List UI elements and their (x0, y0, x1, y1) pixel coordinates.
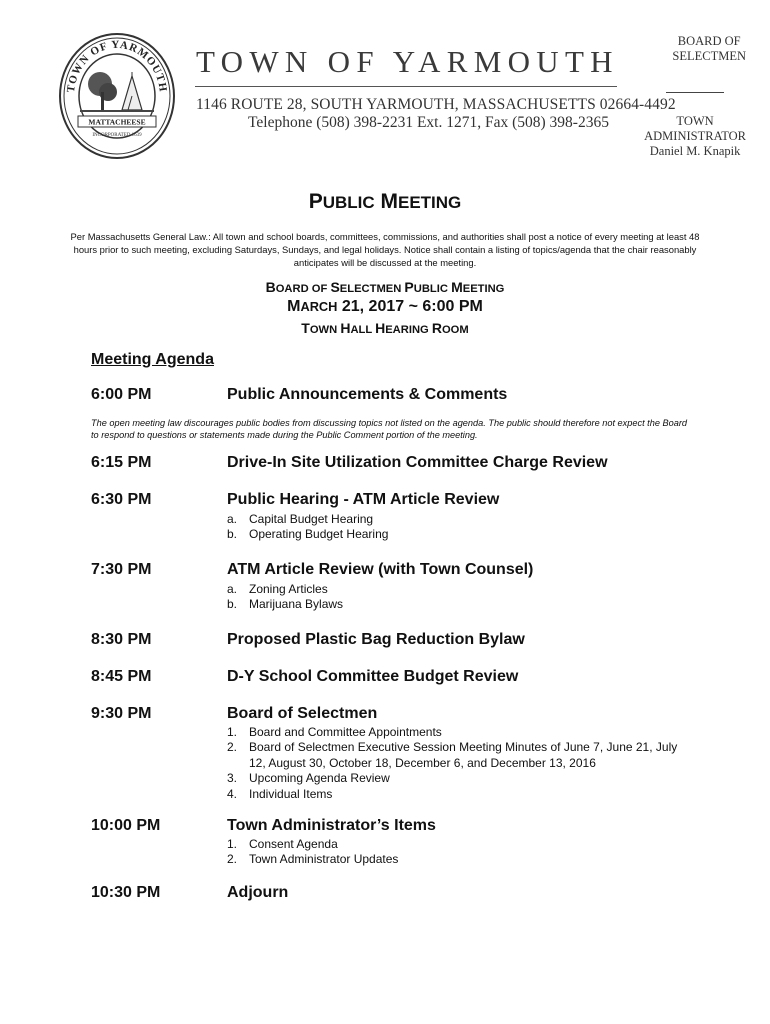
sub-item-text: Operating Budget Hearing (249, 527, 389, 542)
sub-item-text: Upcoming Agenda Review (249, 771, 390, 786)
agenda-time: 10:30 PM (91, 884, 161, 901)
sub-item-text: Board of Selectmen Executive Session Meeting Minutes of June 7, June 21, July 12, August 30, October 18, December 6, and December 13, 2016 (249, 740, 678, 770)
mtg-part: M (451, 279, 463, 295)
sub-item-marker: 4. (227, 786, 238, 801)
agenda-topic: Public Announcements & Comments (227, 386, 508, 403)
town-name: TOWN OF YARMOUTH (196, 44, 619, 79)
sub-items (227, 512, 388, 543)
mtg-part: T (301, 320, 310, 336)
side-line: ADMINISTRATOR (644, 129, 746, 143)
mtg-part: EETING (462, 283, 505, 295)
agenda-topic: Public Hearing - ATM Article Review (227, 491, 500, 508)
sub-items (227, 582, 343, 613)
administrator-name: Daniel M. Knapik (649, 144, 741, 158)
mtg-part: S (330, 279, 340, 295)
sub-item (227, 597, 343, 612)
side-divider (666, 92, 724, 93)
agenda-time: 9:30 PM (91, 705, 152, 722)
sub-item-marker: a. (227, 512, 238, 526)
agenda-topic: Drive-In Site Utilization Committee Charge Review (227, 454, 608, 471)
agenda-topic: Proposed Plastic Bag Reduction Bylaw (227, 631, 525, 648)
mtg-part: OARD OF (275, 283, 331, 295)
sub-item (227, 837, 398, 852)
agenda-topic: Adjourn (227, 884, 289, 901)
mtg-part: 21, 2017 ~ 6:00 PM (337, 298, 483, 315)
agenda-topic: Town Administrator’s Items (227, 817, 436, 834)
mtg-part: ARCH (300, 299, 338, 314)
sub-item (227, 740, 697, 771)
sub-item (227, 771, 697, 786)
agenda-topic: Board of Selectmen (227, 705, 378, 722)
agenda-time: 6:00 PM (91, 386, 152, 403)
agenda-time: 8:45 PM (91, 668, 152, 685)
mtg-part: EARING (385, 324, 432, 336)
sub-item-marker: a. (227, 582, 238, 596)
sub-item-marker: 2. (227, 852, 238, 867)
sub-item-text: Town Administrator Updates (249, 852, 399, 867)
mtg-part: H (340, 320, 351, 336)
agenda-topic: D-Y School Committee Budget Review (227, 668, 519, 685)
mtg-part: M (287, 298, 301, 315)
agenda-topic: ATM Article Review (with Town Counsel) (227, 561, 534, 578)
mtg-part: OWN (309, 324, 341, 336)
sub-items (227, 837, 398, 868)
sub-item-marker: b. (227, 597, 238, 612)
side-line: BOARD OF (677, 34, 741, 48)
mtg-part: UBLIC (413, 283, 452, 295)
town-address: 1146 ROUTE 28, SOUTH YARMOUTH, MASSACHUSETTS 02664-4492 (196, 96, 676, 113)
mtg-part: ALL (350, 324, 376, 336)
sub-item (227, 852, 398, 867)
sub-item (227, 787, 697, 802)
side-line: TOWN (676, 114, 714, 128)
sub-item-marker: 3. (227, 771, 238, 786)
sub-item-marker: 2. (227, 740, 238, 755)
sub-item-text: Consent Agenda (249, 837, 338, 851)
sub-item-marker: 1. (227, 725, 238, 739)
sub-item-marker: b. (227, 527, 238, 542)
header-divider (195, 86, 617, 87)
agenda-time: 6:15 PM (91, 454, 152, 471)
sub-item (227, 582, 343, 597)
svg-text:MATTACHEESE: MATTACHEESE (88, 117, 146, 127)
mtg-part: B (265, 279, 276, 295)
sub-item-text: Board and Committee Appointments (249, 725, 442, 739)
title-part: M (380, 190, 398, 213)
svg-text:INCORPORATED 1639: INCORPORATED 1639 (92, 133, 142, 138)
sub-item (227, 725, 697, 740)
title-part: EETING (398, 193, 462, 212)
mtg-part: OOM (441, 324, 469, 336)
town-administrator-label (644, 114, 746, 159)
meeting-location (0, 320, 770, 336)
sub-item (227, 512, 388, 527)
sub-item-text: Capital Budget Hearing (249, 512, 374, 526)
agenda-time: 6:30 PM (91, 491, 152, 508)
sub-item-marker: 1. (227, 837, 238, 851)
public-comment-note: The open meeting law discourages public bodies from discussing topics not listed on the agenda. The public should therefore not expect the Board to respond to questions or statements made during the Public Comment portion of the meeting. (91, 418, 688, 440)
meeting-date-time (0, 298, 770, 316)
sub-item-text: Individual Items (249, 786, 333, 801)
agenda-time: 10:00 PM (91, 817, 161, 834)
svg-text:TOWN OF YARMOUTH: TOWN OF YARMOUTH (65, 38, 170, 94)
town-telephone: Telephone (508) 398-2231 Ext. 1271, Fax (508) 398-2365 (248, 114, 609, 131)
side-line: SELECTMEN (672, 49, 746, 63)
title-part: UBLIC (322, 193, 375, 212)
mtg-part: P (404, 279, 414, 295)
agenda-time: 8:30 PM (91, 631, 152, 648)
mtg-part: ELECTMEN (339, 283, 405, 295)
board-of-selectmen-label (672, 34, 746, 64)
legal-notice: Per Massachusetts General Law.: All town and school boards, committees, commissions, and authorities shall post a notice of every meeting at least 48 hours prior to such meeting, excluding Saturdays, Sundays, and legal holidays. Notice shall contain a listing of topics/agenda that the chair reasonably anticipates will be discussed at the meeting. (70, 231, 700, 268)
meeting-body (0, 279, 770, 295)
mtg-part: R (431, 320, 442, 336)
sub-item (227, 527, 388, 542)
sub-item-text: Marijuana Bylaws (249, 597, 344, 612)
sub-items (227, 725, 697, 802)
agenda-time: 7:30 PM (91, 561, 152, 578)
mtg-part: H (375, 320, 386, 336)
sub-item-text: Zoning Articles (249, 582, 328, 596)
page-title (0, 190, 770, 214)
title-part: P (308, 190, 323, 213)
town-seal-logo (58, 32, 176, 160)
agenda-heading: Meeting Agenda (91, 351, 214, 368)
